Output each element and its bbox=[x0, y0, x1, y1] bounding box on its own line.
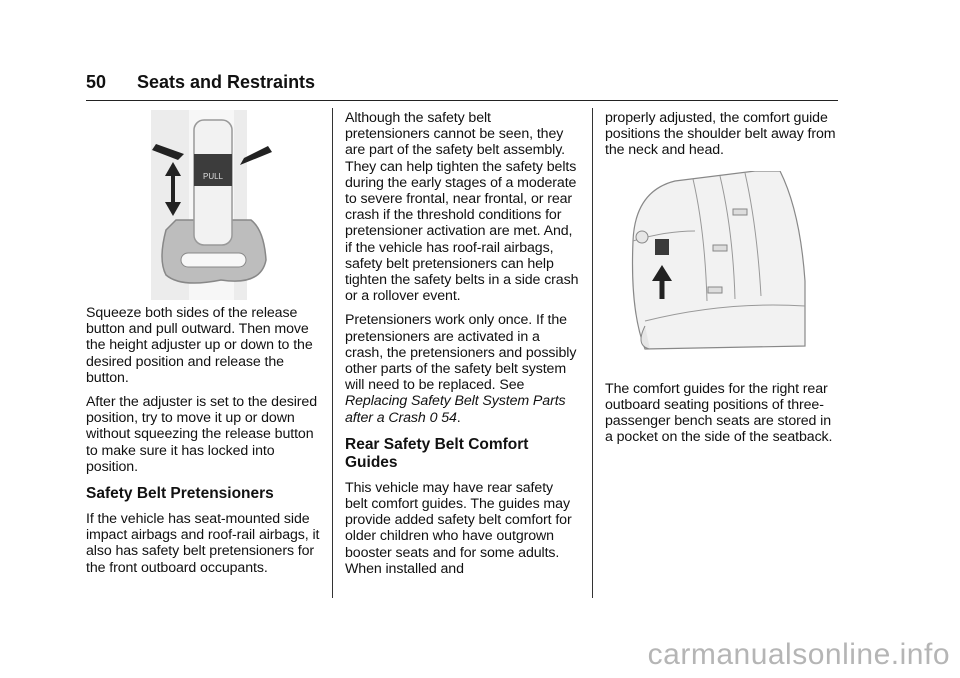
page-header bbox=[86, 70, 838, 101]
paragraph: properly adjusted, the comfort guide positions the shoulder belt away from the neck and head. bbox=[605, 110, 836, 159]
comfort-guide-figure bbox=[605, 171, 839, 371]
paragraph: Squeeze both sides of the release button and pull outward. Then move the height adjuster up or down to the desired position and release the button. bbox=[86, 305, 313, 386]
pull-label: PULL bbox=[202, 172, 224, 181]
text-span: Pretensioners work only once. If the pretensioners are activated in a crash, the pretensioners and possibly other parts of the safety belt system will need to be replaced. See bbox=[345, 312, 577, 394]
page-number: 50 bbox=[86, 72, 107, 92]
text-span: . bbox=[456, 409, 461, 426]
paragraph bbox=[345, 312, 579, 425]
column-3 bbox=[605, 110, 839, 453]
page-reference[interactable]: 0 54 bbox=[429, 409, 457, 426]
paragraph: The comfort guides for the right rear outboard seating positions of three-passenger bench seats are stored in a pocket on the side of the seatback. bbox=[605, 380, 833, 446]
paragraph: After the adjuster is set to the desired position, try to move it up or down without squeezing the release button to make sure it has locked into position. bbox=[86, 394, 318, 475]
paragraph: If the vehicle has seat-mounted side impact airbags and roof-rail airbags, it also has safety belt pretensioners for the front outboard occupants. bbox=[86, 511, 320, 576]
column-divider bbox=[592, 108, 593, 598]
column-divider bbox=[332, 108, 333, 598]
paragraph: This vehicle may have rear safety belt comfort guides. The guides may provide added safety belt comfort for older children who have outgrown booster seats and for some adults. When installed and bbox=[345, 479, 572, 577]
column-2 bbox=[345, 110, 579, 585]
height-adjuster-figure bbox=[86, 110, 320, 305]
cross-reference-link[interactable]: Replacing Safety Belt System Parts after a Crash bbox=[345, 393, 566, 426]
paragraph: Although the safety belt pretensioners cannot be seen, they are part of the safety belt assembly. They can help tighten the safety belts during the early stages of a moderate to severe frontal, near frontal, or rear crash if the threshold conditions for pretensioner activation are met. And, if the vehicle has roof-rail airbags, safety belt pretensioners can help tighten the safety belts in a side crash or a rollover event. bbox=[345, 110, 579, 305]
column-1 bbox=[86, 110, 320, 584]
section-title: Seats and Restraints bbox=[137, 72, 316, 92]
watermark: carmanualsonline.info bbox=[647, 638, 950, 671]
comfort-guide-pocket bbox=[655, 239, 669, 255]
subheading: Rear Safety Belt Comfort Guides bbox=[345, 435, 529, 471]
subheading: Safety Belt Pretensioners bbox=[86, 485, 274, 503]
